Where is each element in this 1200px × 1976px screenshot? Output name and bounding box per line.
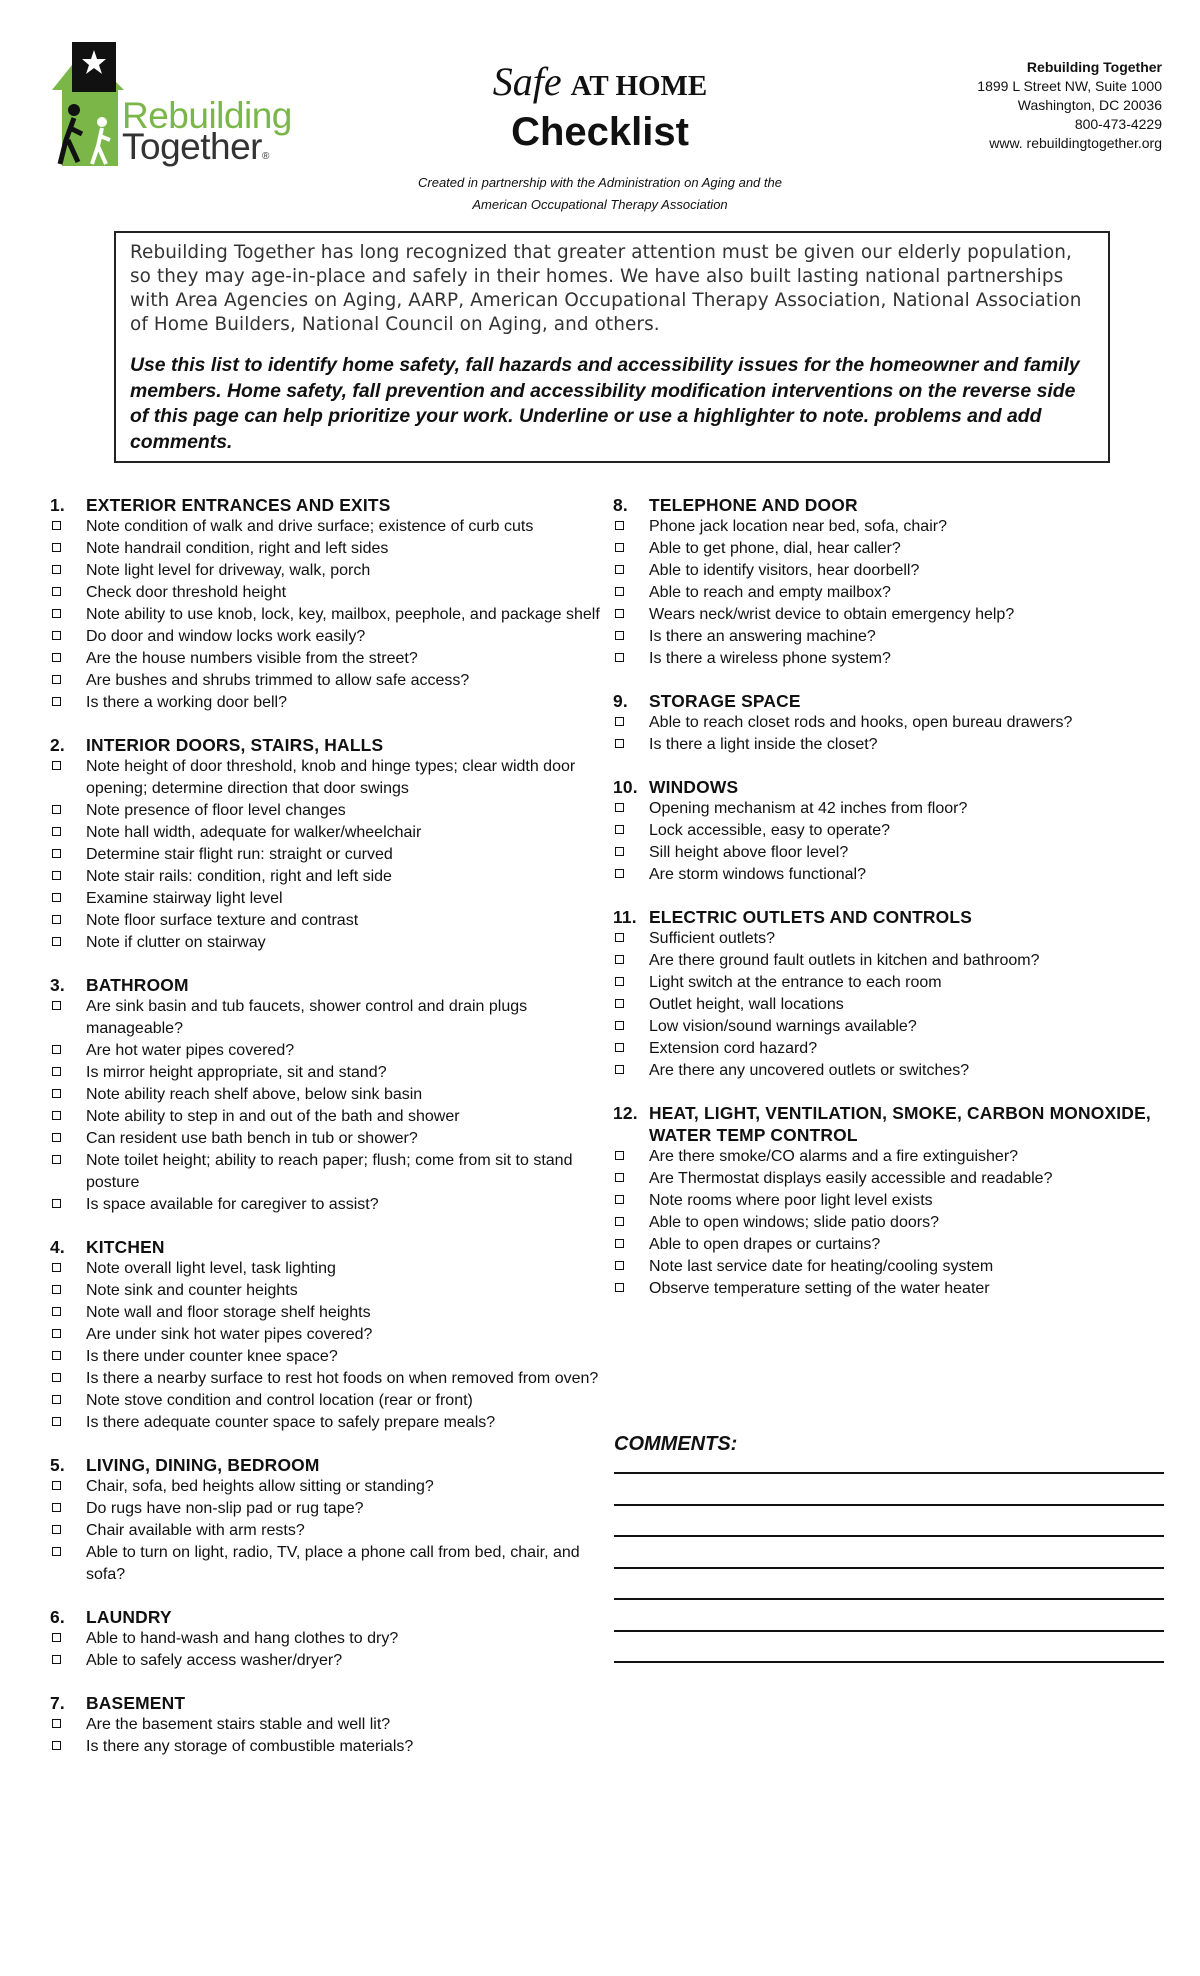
checklist-item-text: Do rugs have non-slip pad or rug tape?	[86, 1500, 364, 1517]
checkbox[interactable]	[52, 697, 61, 706]
checklist-item-text: Observe temperature setting of the water heater	[649, 1280, 990, 1297]
checklist-item	[50, 516, 610, 538]
checkbox[interactable]	[52, 1067, 61, 1076]
checklist-item-text: Is there a nearby surface to rest hot foods on when removed from oven?	[86, 1370, 599, 1387]
checklist-items	[50, 996, 610, 1216]
checkbox[interactable]	[52, 1133, 61, 1142]
checkbox[interactable]	[52, 1395, 61, 1404]
checklist-section	[50, 1236, 610, 1434]
section-title: KITCHEN	[86, 1237, 165, 1257]
checklist-item	[613, 516, 1173, 538]
checkbox[interactable]	[52, 761, 61, 770]
checklist-item	[613, 1168, 1173, 1190]
checklist-item-text: Note light level for driveway, walk, porch	[86, 562, 371, 579]
checklist-item	[50, 626, 610, 648]
checklist-item	[613, 560, 1173, 582]
section-number: 4.	[50, 1237, 65, 1257]
checklist-section	[613, 1102, 1173, 1300]
checklist-item	[613, 928, 1173, 950]
checklist-item	[50, 756, 610, 800]
section-heading	[613, 906, 1173, 928]
checkbox[interactable]	[52, 1285, 61, 1294]
checklist-item	[50, 582, 610, 604]
checklist-item	[613, 734, 1173, 756]
checkbox[interactable]	[615, 587, 624, 596]
checklist-item	[50, 1084, 610, 1106]
address-block	[862, 58, 1162, 153]
section-number: 12.	[613, 1103, 638, 1123]
checklist-item	[613, 798, 1173, 820]
section-heading	[50, 494, 610, 516]
checklist-item	[50, 932, 610, 954]
checklist-items	[613, 516, 1173, 670]
checklist-item	[50, 1106, 610, 1128]
checkbox[interactable]	[615, 1151, 624, 1160]
section-title: INTERIOR DOORS, STAIRS, HALLS	[86, 735, 384, 755]
checklist-item-text: Note rooms where poor light level exists	[649, 1192, 933, 1209]
section-number: 11.	[613, 907, 637, 927]
checklist-item-text: Opening mechanism at 42 inches from floor?	[649, 800, 968, 817]
checkbox[interactable]	[52, 1155, 61, 1164]
checklist-items	[50, 516, 610, 714]
address-website: www. rebuildingtogether.org	[989, 135, 1162, 151]
checkbox[interactable]	[52, 1481, 61, 1490]
checklist-item-text: Are bushes and shrubs trimmed to allow safe access?	[86, 672, 470, 689]
section-heading	[50, 974, 610, 996]
checkbox[interactable]	[615, 847, 624, 856]
checklist-item-text: Is mirror height appropriate, sit and stand?	[86, 1064, 387, 1081]
checkbox[interactable]	[615, 1173, 624, 1182]
checkbox[interactable]	[52, 871, 61, 880]
checklist-item-text: Sill height above floor level?	[649, 844, 849, 861]
checklist-item	[50, 1542, 610, 1586]
section-title: LAUNDRY	[86, 1607, 172, 1627]
section-number: 3.	[50, 975, 65, 995]
checklist-item	[613, 1234, 1173, 1256]
intro-box	[114, 231, 1110, 463]
checkbox[interactable]	[52, 1741, 61, 1750]
section-heading	[613, 1102, 1173, 1146]
checkbox[interactable]	[615, 869, 624, 878]
section-number: 1.	[50, 495, 65, 515]
checklist-item	[613, 994, 1173, 1016]
checklist-section	[50, 734, 610, 954]
checklist-section	[613, 494, 1173, 670]
checkbox[interactable]	[52, 1045, 61, 1054]
checklist-item-text: Are there ground fault outlets in kitchen and bathroom?	[649, 952, 1040, 969]
checkbox[interactable]	[52, 1655, 61, 1664]
section-number: 6.	[50, 1607, 65, 1627]
checklist-item	[50, 560, 610, 582]
checklist-item-text: Determine stair flight run: straight or curved	[86, 846, 393, 863]
checkbox[interactable]	[52, 565, 61, 574]
checkbox[interactable]	[52, 1525, 61, 1534]
checklist-item	[50, 1128, 610, 1150]
title-at-home: AT HOME	[570, 70, 708, 102]
checklist-item-text: Are under sink hot water pipes covered?	[86, 1326, 373, 1343]
checklist-item-text: Note last service date for heating/cooling system	[649, 1258, 994, 1275]
section-heading	[50, 1236, 610, 1258]
checklist-item	[50, 1628, 610, 1650]
checkbox[interactable]	[52, 1307, 61, 1316]
checkbox[interactable]	[52, 1633, 61, 1642]
checklist-item-text: Note if clutter on stairway	[86, 934, 266, 951]
checklist-item	[613, 582, 1173, 604]
checkbox[interactable]	[52, 1001, 61, 1010]
checklist-items	[613, 798, 1173, 886]
checkbox[interactable]	[52, 1089, 61, 1098]
checklist-item-text: Do door and window locks work easily?	[86, 628, 366, 645]
checklist-section	[613, 906, 1173, 1082]
checkbox[interactable]	[615, 631, 624, 640]
checklist-item-text: Are hot water pipes covered?	[86, 1042, 295, 1059]
checklist-item-text: Are there smoke/CO alarms and a fire extinguisher?	[649, 1148, 1019, 1165]
checklist-item	[50, 1498, 610, 1520]
checklist-item-text: Chair, sofa, bed heights allow sitting or standing?	[86, 1478, 434, 1495]
checklist-section	[50, 494, 610, 714]
checkbox[interactable]	[52, 1351, 61, 1360]
section-title: BATHROOM	[86, 975, 189, 995]
checkbox[interactable]	[52, 631, 61, 640]
section-title: STORAGE SPACE	[649, 691, 801, 711]
checklist-items	[50, 1714, 610, 1758]
checklist-item-text: Are there any uncovered outlets or switches?	[649, 1062, 970, 1079]
checklist-item-text: Able to hand-wash and hang clothes to dry?	[86, 1630, 399, 1647]
checklist-item-text: Note stove condition and control location (rear or front)	[86, 1392, 473, 1409]
section-heading	[613, 494, 1173, 516]
checkbox[interactable]	[615, 933, 624, 942]
checklist-item	[50, 1650, 610, 1672]
org-name: Rebuilding Together	[1026, 59, 1162, 75]
checkbox[interactable]	[52, 1199, 61, 1208]
checklist-item	[50, 1062, 610, 1084]
comment-line[interactable]	[614, 1598, 1164, 1630]
checklist-item-text: Is there any storage of combustible materials?	[86, 1738, 414, 1755]
section-title: EXTERIOR ENTRANCES AND EXITS	[86, 495, 391, 515]
checklist-item-text: Able to safely access washer/dryer?	[86, 1652, 343, 1669]
checklist-item	[613, 1256, 1173, 1278]
checklist-item	[613, 604, 1173, 626]
checklist-item	[613, 538, 1173, 560]
checklist-item-text: Is there a wireless phone system?	[649, 650, 891, 667]
page-title	[380, 60, 820, 216]
checklist-item	[50, 1736, 610, 1758]
checkbox[interactable]	[615, 977, 624, 986]
rebuilding-together-logo	[46, 40, 316, 170]
checklist-item-text: Able to open windows; slide patio doors?	[649, 1214, 939, 1231]
checkbox[interactable]	[52, 1263, 61, 1272]
checklist-section	[50, 1692, 610, 1758]
checklist-item-text: Note floor surface texture and contrast	[86, 912, 359, 929]
checkbox[interactable]	[52, 609, 61, 618]
checkbox[interactable]	[615, 1217, 624, 1226]
checklist-section	[50, 1454, 610, 1586]
checklist-section	[50, 974, 610, 1216]
checklist-item	[50, 1280, 610, 1302]
checkbox[interactable]	[615, 1065, 624, 1074]
checkbox[interactable]	[52, 675, 61, 684]
subtitle-line2: American Occupational Therapy Association	[472, 197, 728, 212]
checklist-items	[613, 1146, 1173, 1300]
checklist-item	[50, 844, 610, 866]
checkbox[interactable]	[615, 1021, 624, 1030]
checklist-item	[50, 800, 610, 822]
checklist-item-text: Able to reach and empty mailbox?	[649, 584, 891, 601]
checklist-section	[50, 1606, 610, 1672]
checklist-section	[613, 690, 1173, 756]
address-phone: 800-473-4229	[1074, 116, 1162, 132]
section-title: LIVING, DINING, BEDROOM	[86, 1455, 320, 1475]
checkbox[interactable]	[615, 1239, 624, 1248]
address-street: 1899 L Street NW, Suite 1000	[977, 78, 1162, 94]
checklist-item	[50, 1412, 610, 1434]
section-heading	[50, 1692, 610, 1714]
section-heading	[50, 1454, 610, 1476]
checkbox[interactable]	[615, 543, 624, 552]
checklist-column-left	[50, 494, 610, 1778]
checklist-item-text: Able to turn on light, radio, TV, place a phone call from bed, chair, and sofa?	[86, 1544, 580, 1583]
checklist-column-right	[613, 494, 1173, 1320]
intro-paragraph: Rebuilding Together has long recognized that greater attention must be given our elderly population, so they may age-in-place and safely in their homes. We have also built lasting national partnerships with Area Agencies on Aging, AARP, American Occupational Therapy Association, National Association of Home Builders, National Council on Aging, and others.	[130, 242, 1082, 335]
checkbox[interactable]	[52, 653, 61, 662]
checklist-item-text: Are the house numbers visible from the street?	[86, 650, 418, 667]
checklist-item	[613, 950, 1173, 972]
checklist-item	[613, 864, 1173, 886]
checklist-item-text: Chair available with arm rests?	[86, 1522, 305, 1539]
checkbox[interactable]	[52, 805, 61, 814]
checklist-item	[50, 648, 610, 670]
checklist-item-text: Able to get phone, dial, hear caller?	[649, 540, 901, 557]
checklist-item-text: Are the basement stairs stable and well lit?	[86, 1716, 391, 1733]
checklist-item	[50, 1150, 610, 1194]
comment-line[interactable]	[614, 1630, 1164, 1662]
checkbox[interactable]	[615, 1261, 624, 1270]
checklist-item	[613, 1016, 1173, 1038]
checklist-item	[613, 1060, 1173, 1082]
comment-line[interactable]	[614, 1535, 1164, 1567]
comment-line[interactable]	[614, 1661, 1164, 1693]
checklist-item-text: Note ability reach shelf above, below sink basin	[86, 1086, 423, 1103]
checklist-item	[50, 1714, 610, 1736]
checklist-item	[613, 1038, 1173, 1060]
address-city: Washington, DC 20036	[1017, 97, 1162, 113]
checklist-items	[613, 928, 1173, 1082]
section-heading	[50, 734, 610, 756]
checklist-item-text: Note height of door threshold, knob and hinge types; clear width door opening; determine direction that door swings	[86, 758, 576, 797]
checklist-item-text: Note condition of walk and drive surface; existence of curb cuts	[86, 518, 534, 535]
section-heading	[613, 690, 1173, 712]
checklist-item	[50, 996, 610, 1040]
checkbox[interactable]	[52, 1547, 61, 1556]
checklist-item	[50, 866, 610, 888]
checkbox[interactable]	[615, 565, 624, 574]
checklist-item-text: Light switch at the entrance to each room	[649, 974, 942, 991]
comment-lines	[614, 1472, 1164, 1693]
checklist-item	[50, 1302, 610, 1324]
comment-line[interactable]	[614, 1472, 1164, 1504]
comments-label: COMMENTS:	[614, 1433, 738, 1455]
checklist-item	[50, 1040, 610, 1062]
section-title: ELECTRIC OUTLETS AND CONTROLS	[649, 907, 973, 927]
checkbox[interactable]	[52, 915, 61, 924]
checklist-item-text: Lock accessible, easy to operate?	[649, 822, 891, 839]
checklist-item	[50, 910, 610, 932]
section-title: BASEMENT	[86, 1693, 186, 1713]
checklist-item	[50, 888, 610, 910]
section-number: 7.	[50, 1693, 65, 1713]
checklist-item-text: Note toilet height; ability to reach paper; flush; come from sit to stand posture	[86, 1152, 573, 1191]
checklist-items	[50, 1628, 610, 1672]
checklist-item	[613, 820, 1173, 842]
checklist-item	[50, 1324, 610, 1346]
checklist-item-text: Note stair rails: condition, right and left side	[86, 868, 392, 885]
checkbox[interactable]	[52, 1111, 61, 1120]
checkbox[interactable]	[52, 827, 61, 836]
checkbox[interactable]	[615, 955, 624, 964]
checkbox[interactable]	[52, 543, 61, 552]
checklist-item	[613, 648, 1173, 670]
section-number: 5.	[50, 1455, 65, 1475]
checklist-item	[50, 670, 610, 692]
section-number: 8.	[613, 495, 628, 515]
checkbox[interactable]	[615, 1283, 624, 1292]
section-number: 10.	[613, 777, 638, 797]
checklist-item	[50, 604, 610, 626]
checkbox[interactable]	[52, 849, 61, 858]
checklist-item	[613, 842, 1173, 864]
section-number: 2.	[50, 735, 65, 755]
checkbox[interactable]	[615, 999, 624, 1008]
checklist-item-text: Wears neck/wrist device to obtain emergency help?	[649, 606, 1015, 623]
checkbox[interactable]	[615, 521, 624, 530]
checkbox[interactable]	[52, 1503, 61, 1512]
checkbox[interactable]	[615, 653, 624, 662]
checklist-item	[50, 1390, 610, 1412]
checklist-item	[613, 1146, 1173, 1168]
checklist-item-text: Are Thermostat displays easily accessible and readable?	[649, 1170, 1053, 1187]
checkbox[interactable]	[52, 937, 61, 946]
title-checklist: Checklist	[511, 110, 689, 154]
checklist-item-text: Sufficient outlets?	[649, 930, 776, 947]
checklist-items	[50, 1476, 610, 1586]
section-number: 9.	[613, 691, 628, 711]
checkbox[interactable]	[615, 1195, 624, 1204]
checkbox[interactable]	[52, 1373, 61, 1382]
checkbox[interactable]	[615, 803, 624, 812]
checklist-item	[50, 1346, 610, 1368]
checklist-item-text: Able to identify visitors, hear doorbell?	[649, 562, 920, 579]
checklist-item-text: Are storm windows functional?	[649, 866, 866, 883]
checklist-item-text: Note hall width, adequate for walker/wheelchair	[86, 824, 422, 841]
house-figures-icon	[46, 40, 126, 170]
checklist-item-text: Note ability to step in and out of the bath and shower	[86, 1108, 460, 1125]
checklist-item-text: Can resident use bath bench in tub or shower?	[86, 1130, 418, 1147]
checklist-item-text: Are sink basin and tub faucets, shower control and drain plugs manageable?	[86, 998, 528, 1037]
section-heading	[50, 1606, 610, 1628]
subtitle-line1: Created in partnership with the Administration on Aging and the	[418, 175, 782, 190]
checklist-items	[50, 1258, 610, 1434]
checklist-item-text: Note overall light level, task lighting	[86, 1260, 336, 1277]
checklist-item-text: Examine stairway light level	[86, 890, 283, 907]
checklist-item	[613, 712, 1173, 734]
checkbox[interactable]	[52, 1417, 61, 1426]
title-safe: Safe	[492, 59, 562, 104]
comment-line[interactable]	[614, 1567, 1164, 1599]
logo-text-line1: Rebuilding	[122, 95, 292, 136]
checklist-item-text: Is there adequate counter space to safely prepare meals?	[86, 1414, 496, 1431]
checklist-item	[50, 1476, 610, 1498]
checklist-item	[613, 1212, 1173, 1234]
checklist-item-text: Is there a working door bell?	[86, 694, 287, 711]
checklist-item-text: Able to reach closet rods and hooks, open bureau drawers?	[649, 714, 1073, 731]
checklist-item-text: Extension cord hazard?	[649, 1040, 818, 1057]
checklist-item	[50, 1258, 610, 1280]
checklist-item	[613, 626, 1173, 648]
checkbox[interactable]	[615, 609, 624, 618]
checklist-item-text: Note sink and counter heights	[86, 1282, 298, 1299]
checklist-item-text: Able to open drapes or curtains?	[649, 1236, 881, 1253]
checkbox[interactable]	[615, 717, 624, 726]
checklist-item-text: Check door threshold height	[86, 584, 287, 601]
checklist-item-text: Is space available for caregiver to assist?	[86, 1196, 379, 1213]
checklist-items	[613, 712, 1173, 756]
checklist-item-text: Low vision/sound warnings available?	[649, 1018, 917, 1035]
checklist-item-text: Outlet height, wall locations	[649, 996, 844, 1013]
checklist-item-text: Note handrail condition, right and left sides	[86, 540, 389, 557]
checklist-item	[50, 822, 610, 844]
checklist-item	[50, 692, 610, 714]
checklist-item	[50, 538, 610, 560]
section-heading	[613, 776, 1173, 798]
checkbox[interactable]	[52, 893, 61, 902]
checklist-section	[613, 776, 1173, 886]
checklist-item	[613, 1278, 1173, 1300]
checklist-item-text: Note wall and floor storage shelf heights	[86, 1304, 371, 1321]
checkbox[interactable]	[615, 1043, 624, 1052]
checklist-item	[613, 972, 1173, 994]
checklist-items	[50, 756, 610, 954]
checklist-item	[50, 1194, 610, 1216]
checkbox[interactable]	[615, 825, 624, 834]
section-title: HEAT, LIGHT, VENTILATION, SMOKE, CARBON MONOXIDE, WATER TEMP CONTROL	[649, 1103, 1151, 1145]
instructions-paragraph: Use this list to identify home safety, fall hazards and accessibility issues for the homeowner and family members. Home safety, fall prevention and accessibility modification interventions on the reverse side of this page can help prioritize your work. Underline or use a highlighter to note. problems and add comments.	[130, 354, 1080, 453]
checkbox[interactable]	[52, 521, 61, 530]
checkbox[interactable]	[52, 1329, 61, 1338]
section-title: WINDOWS	[649, 777, 739, 797]
checklist-item-text: Phone jack location near bed, sofa, chair?	[649, 518, 947, 535]
checkbox[interactable]	[615, 739, 624, 748]
checklist-item-text: Is there an answering machine?	[649, 628, 876, 645]
checklist-item-text: Is there a light inside the closet?	[649, 736, 878, 753]
checklist-item-text: Note presence of floor level changes	[86, 802, 346, 819]
checklist-item	[50, 1520, 610, 1542]
section-title: TELEPHONE AND DOOR	[649, 495, 858, 515]
checkbox[interactable]	[52, 1719, 61, 1728]
checklist-item-text: Note ability to use knob, lock, key, mailbox, peephole, and package shelf	[86, 606, 600, 623]
comments-section	[614, 1432, 1164, 1693]
logo-text-line2: Together®	[122, 126, 269, 167]
checklist-item	[50, 1368, 610, 1390]
checklist-item-text: Is there under counter knee space?	[86, 1348, 338, 1365]
checklist-item	[613, 1190, 1173, 1212]
comment-line[interactable]	[614, 1504, 1164, 1536]
checkbox[interactable]	[52, 587, 61, 596]
